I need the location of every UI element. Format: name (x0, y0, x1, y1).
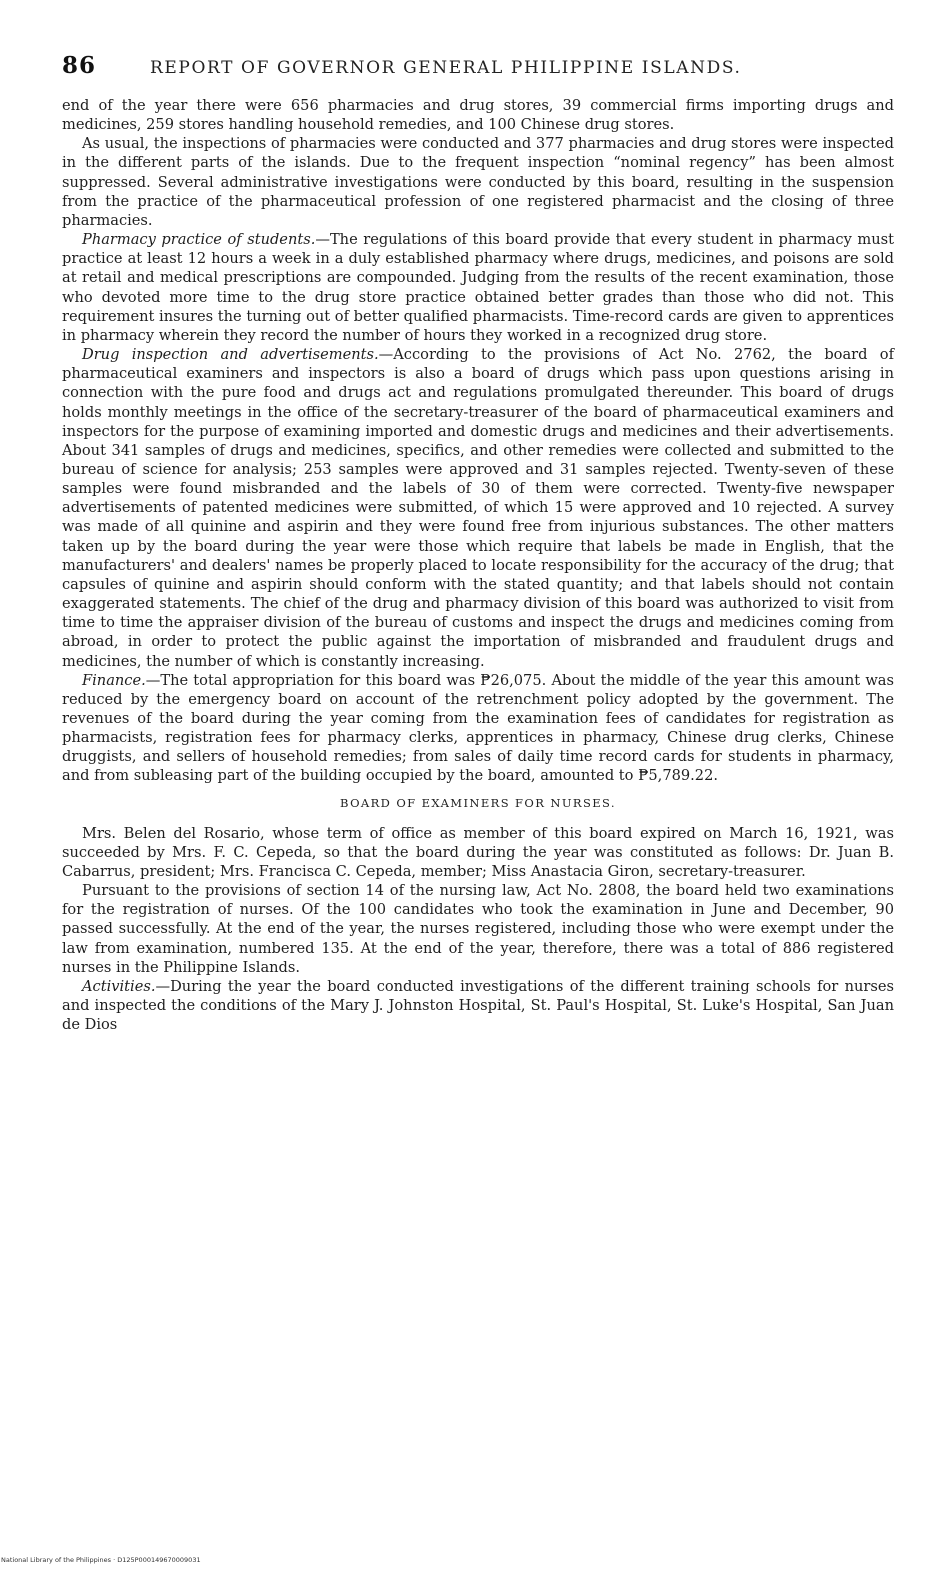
paragraph-5 (62, 671, 894, 786)
paragraph-3-text: —The regulations of this board provide that every student in pharmacy must practice at least 12 hours a week in a duly established pharmacy where drugs, medicines, and poisons are sold at retail and medical prescriptions are compounded. Judging from the results of the recent examination, those who devoted more time to the drug store practice obtained better grades than those who did not. This requirement insures the turning out of better qualified pharmacists. Time-record cards are given to apprentices in pharmacy wherein they record the number of hours they worked in a recognized drug store. (62, 231, 894, 344)
paragraph-8-lead: Activities. (82, 977, 156, 995)
paragraph-5-text: —The total appropriation for this board was ₱26,075. About the middle of the year this amount was reduced by the emergency board on account of the retrenchment policy adopted by the government. The revenues of the board during the year coming from the examination fees of candidates for registration as pharmacists, registration fees for pharmacy clerks, apprentices in pharmacy, Chinese drug clerks, Chinese druggists, and sellers of household remedies; from sales of daily time record cards for students in pharmacy, and from subleasing part of the building occupied by the board, amounted to ₱5,789.22. (62, 671, 894, 785)
page-number: 86 (62, 52, 97, 79)
scan-credit: National Library of the Philippines · D125P000149670009031 (1, 1556, 201, 1564)
paragraph-8 (62, 977, 894, 1034)
document-page (62, 48, 894, 1034)
body-text (62, 96, 894, 1034)
paragraph-3-lead: Pharmacy practice of students. (82, 231, 316, 249)
paragraph-4-lead: Drug inspection and advertisements. (82, 346, 379, 364)
section-heading: BOARD OF EXAMINERS FOR NURSES. (340, 795, 616, 810)
running-head: REPORT OF GOVERNOR GENERAL PHILIPPINE ISLANDS. (150, 58, 742, 78)
paragraph-5-lead: Finance. (82, 671, 146, 689)
paragraph-2: As usual, the inspections of pharmacies were conducted and 377 pharmacies and drug stores were inspected in the different parts of the islands. Due to the frequent inspection “nominal regency” has been almost suppressed. Several administrative investigations were conducted by this board, resulting in the suspension from the practice of the pharmaceutical profession of one registered pharmacist and the closing of three pharmacies. (62, 135, 894, 229)
paragraph-6: Mrs. Belen del Rosario, whose term of office as member of this board expired on March 16, 1921, was succeeded by Mrs. F. C. Cepeda, so that the board during the year was constituted as follows: Dr. Juan B. Cabarrus, president; Mrs. Francisca C. Cepeda, member; Miss Anastacia Giron, secretary-treasurer. (62, 824, 894, 880)
paragraph-7: Pursuant to the provisions of section 14 of the nursing law, Act No. 2808, the board held two examinations for the registration of nurses. Of the 100 candidates who took the examination in June and December, 90 passed successfully. At the end of the year, the nurses registered, including those who were exempt under the law from examination, numbered 135. At the end of the year, therefore, there was a total of 886 registered nurses in the Philippine Islands. (62, 882, 894, 976)
page-header (62, 48, 894, 96)
paragraph-8-text: —During the year the board conducted investigations of the different training schools for nurses and inspected the conditions of the Mary J. Johnston Hospital, St. Paul's Hospital, St. Luke's Hospital, San Juan de Dios (62, 977, 894, 1034)
paragraph-4 (62, 345, 894, 671)
paragraph-4-text: —According to the provisions of Act No. 2762, the board of pharmaceutical examiners and inspectors is also a board of drugs which pass upon questions arising in connection with the pure food and drugs act and regulations promulgated thereunder. This board of drugs holds monthly meetings in the office of the secretary-treasurer of the board of pharmaceutical examiners and inspectors for the purpose of examining imported and domestic drugs and medicines and their advertisements. About 341 samples of drugs and medicines, specifics, and other remedies were collected and submitted to the bureau of science for analysis; 253 samples were approved and 31 samples rejected. Twenty-seven of these samples were found misbranded and the labels of 30 of them were corrected. Twenty-five newspaper advertisements of patented medicines were submitted, of which 15 were approved and 10 rejected. A survey was made of all quinine and aspirin and they were found free from injurious substances. The other matters taken up by the board during the year were those which require that labels be made in English, that the manufacturers' and dealers' names be properly placed to locate responsibility for the accuracy of the drug; that capsules of quinine and aspirin should conform with the stated quantity; and that labels should not contain exaggerated statements. The chief of the drug and pharmacy division of this board was authorized to visit from time to time the appraiser division of the bureau of customs and inspect the drugs and medicines coming from abroad, in order to protect the public against the importation of misbranded and fraudulent drugs and medicines, the number of which is constantly increasing. (62, 346, 894, 670)
paragraph-3 (62, 230, 894, 345)
paragraph-1: end of the year there were 656 pharmacies and drug stores, 39 commercial firms importing drugs and medicines, 259 stores handling household remedies, and 100 Chinese drug stores. (62, 97, 894, 134)
